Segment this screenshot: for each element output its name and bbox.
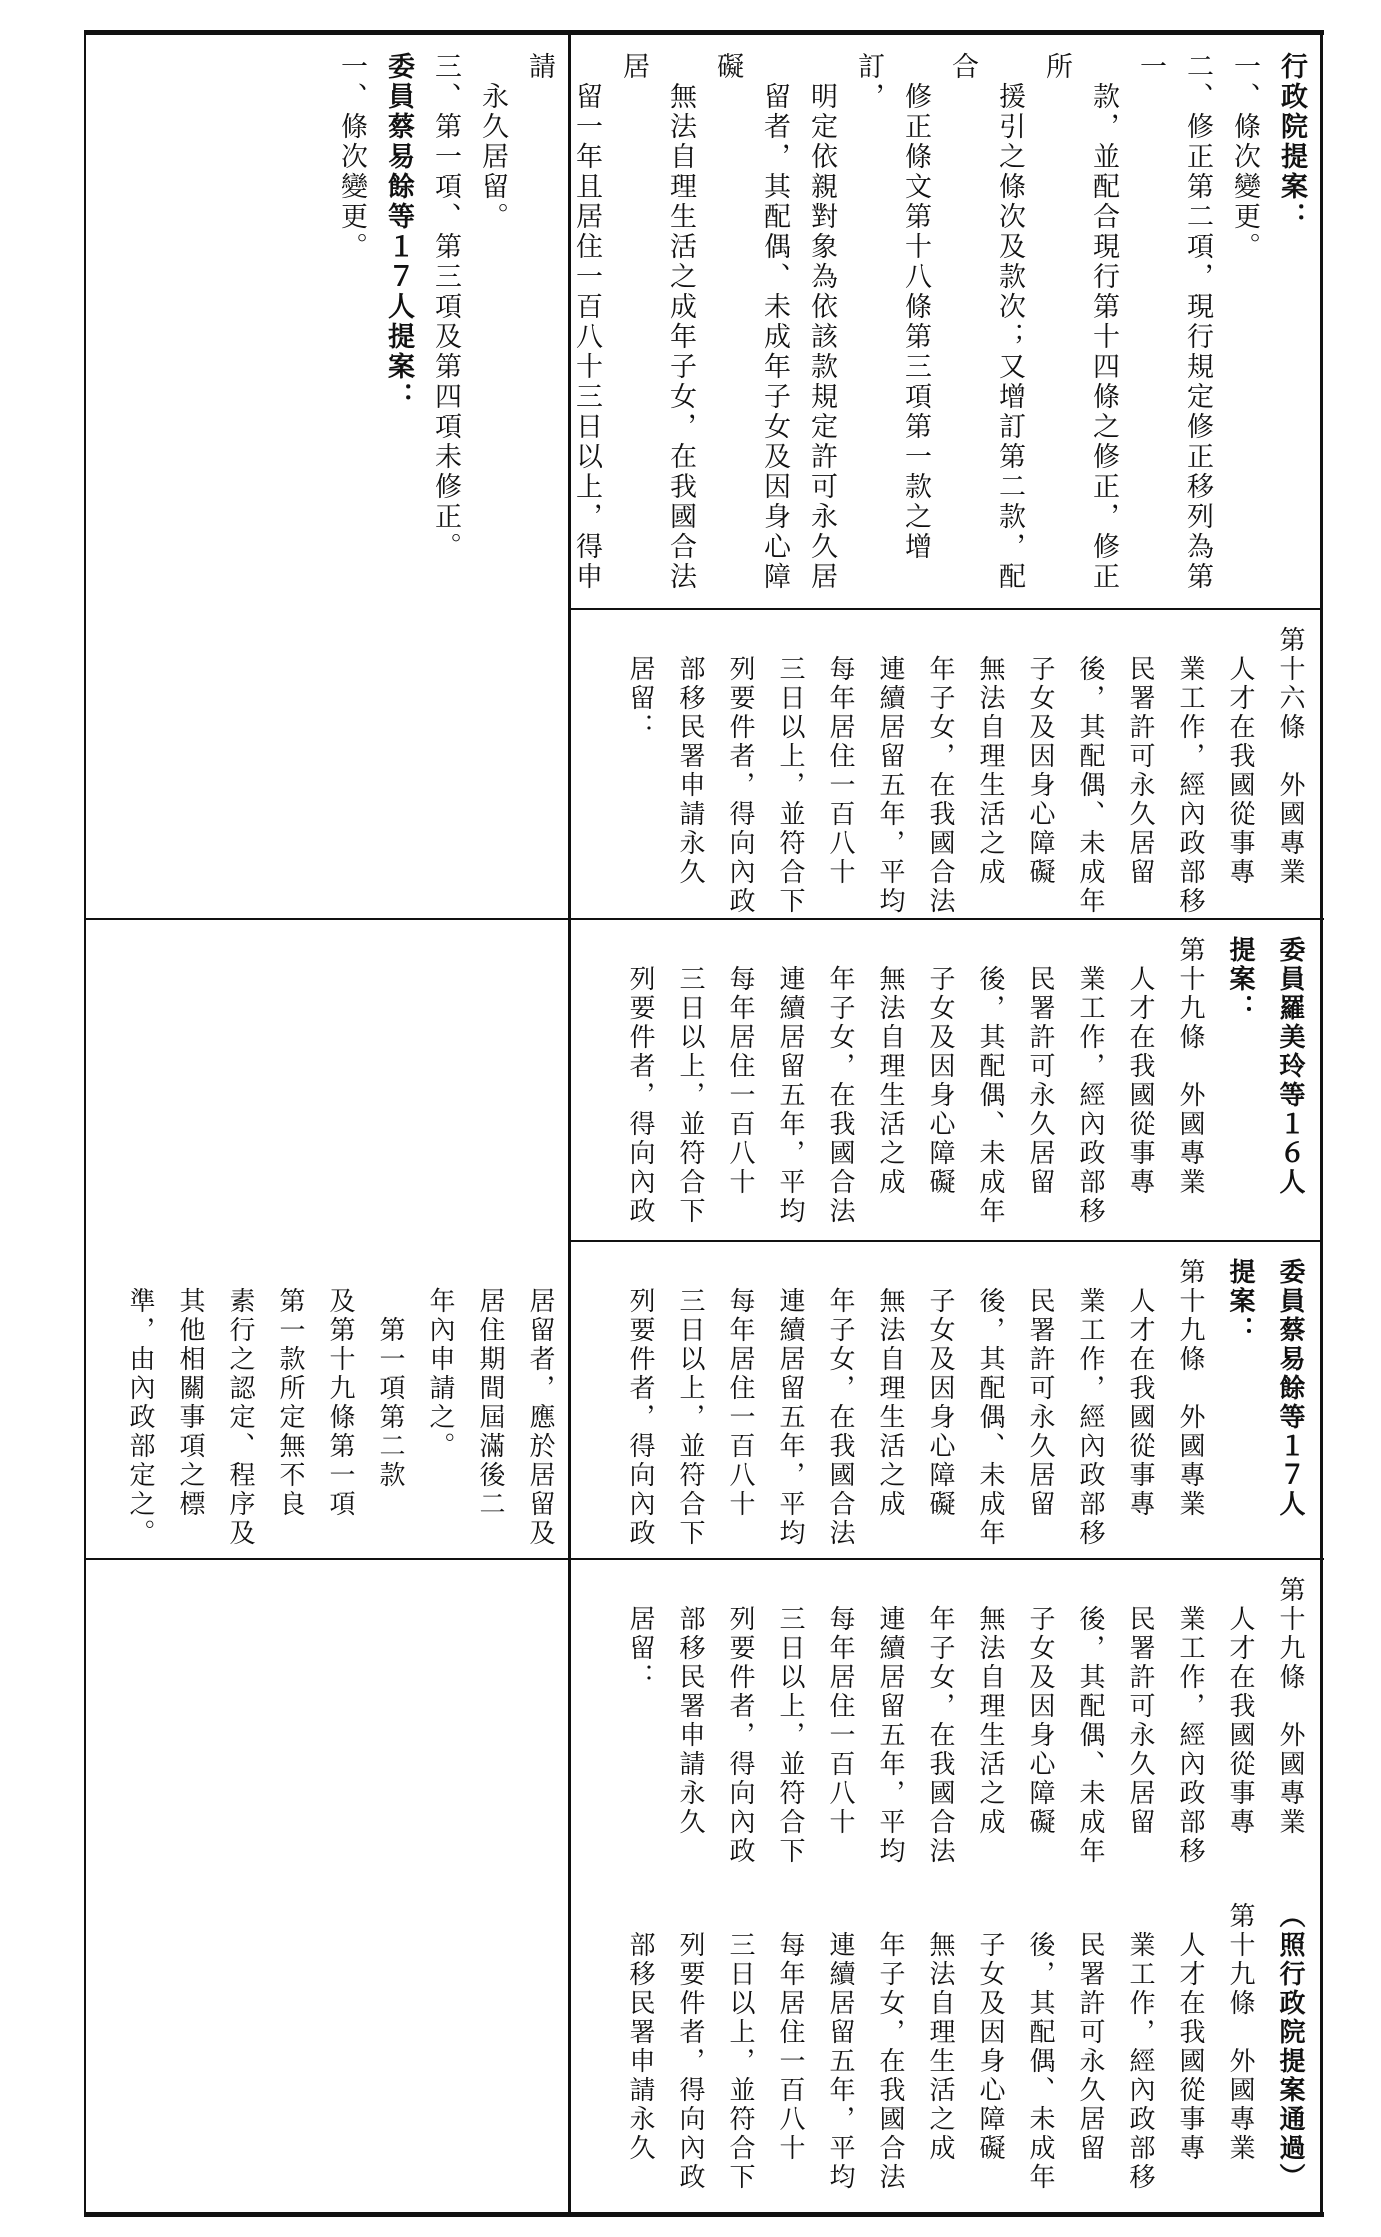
article-16-text bbox=[615, 614, 1315, 916]
row-divider-3 bbox=[568, 1240, 1323, 1242]
text-line: 無法自理生活之成 bbox=[975, 626, 1005, 887]
text-line: 援引之條次及款次；又增訂第二款，配合 bbox=[947, 52, 1025, 592]
top-border bbox=[84, 30, 1324, 35]
text-line: 年子女，在我國合法 bbox=[825, 1258, 855, 1548]
text-line: 民署許可永久居留 bbox=[1075, 1902, 1105, 2163]
text-line: 其他相關事項之標 bbox=[175, 1258, 205, 1519]
article-19-cell bbox=[575, 1564, 1315, 1884]
text-line: 第十九條 外國專業 bbox=[1175, 936, 1205, 1197]
text-line: 人才在我國從事專 bbox=[1125, 936, 1155, 1197]
text-line: 業工作，經內政部移 bbox=[1175, 626, 1205, 916]
text-line: 部移民署申請永久 bbox=[625, 1902, 655, 2163]
text-line: 後，其配偶、未成年 bbox=[1025, 1902, 1055, 2192]
text-line: 後，其配偶、未成年 bbox=[975, 1258, 1005, 1548]
text-line: 列要件者，得向內政 bbox=[675, 1902, 705, 2192]
article-19-text bbox=[615, 1564, 1315, 1884]
cai-carryover-text bbox=[115, 1246, 565, 1556]
right-border bbox=[1320, 30, 1323, 2217]
text-line: 部移民署申請永久 bbox=[675, 626, 705, 887]
text-line: 第一款所定無不良 bbox=[275, 1258, 305, 1519]
row-divider-2 bbox=[84, 918, 1324, 920]
text-line: 三日以上，並符合下 bbox=[775, 1576, 805, 1866]
text-line: 三日以上，並符合下 bbox=[725, 1902, 755, 2192]
text-line: 年子女，在我國合法 bbox=[875, 1902, 905, 2192]
text-line: 人才在我國從事專 bbox=[1175, 1902, 1205, 2163]
text-line: 第十六條 外國專業 bbox=[1275, 626, 1305, 887]
text-line: 人才在我國從事專 bbox=[1225, 1576, 1255, 1837]
text-line: 子女及因身心障礙 bbox=[1025, 626, 1055, 887]
text-line: 款，並配合現行第十四條之修正，修正所 bbox=[1041, 52, 1119, 592]
text-line: 無法自理生活之成 bbox=[975, 1576, 1005, 1837]
text-line: 連續居留五年，平均 bbox=[825, 1902, 855, 2192]
passed-text-cell bbox=[575, 1890, 1315, 2210]
text-line: 三日以上，並符合下 bbox=[675, 1258, 705, 1548]
text-line: 永久居留。 bbox=[477, 52, 508, 232]
text-line: 人才在我國從事專 bbox=[1125, 1258, 1155, 1519]
text-line: 提案： bbox=[1225, 936, 1255, 1023]
row-divider-1 bbox=[568, 608, 1323, 610]
text-line: 連續居留五年，平均 bbox=[775, 1258, 805, 1548]
text-line: 民署許可永久居留 bbox=[1125, 1576, 1155, 1837]
text-line: 三、第一項、第三項及第四項未修正。 bbox=[430, 52, 461, 562]
text-line: 業工作，經內政部移 bbox=[1175, 1576, 1205, 1866]
text-line: 居住期間屆滿後二 bbox=[475, 1258, 505, 1519]
text-line: 年內申請之。 bbox=[425, 1258, 455, 1461]
text-line: 三日以上，並符合下 bbox=[775, 626, 805, 916]
text-line: 業工作，經內政部移 bbox=[1075, 936, 1105, 1226]
text-line: 委員蔡易餘等１７人 bbox=[1275, 1258, 1305, 1519]
text-line: 列要件者，得向內政 bbox=[625, 936, 655, 1226]
text-line: 第十九條 外國專業 bbox=[1275, 1576, 1305, 1837]
text-line: 提案： bbox=[1225, 1258, 1255, 1345]
text-line: 第一項第二款 bbox=[375, 1258, 405, 1490]
row-divider-4 bbox=[84, 1558, 1324, 1560]
text-line: 業工作，經內政部移 bbox=[1125, 1902, 1155, 2192]
text-line: 子女及因身心障礙 bbox=[925, 936, 955, 1197]
text-line: 第十九條 外國專業 bbox=[1175, 1258, 1205, 1519]
cai-proposal-text bbox=[615, 1246, 1315, 1556]
text-line: 連續居留五年，平均 bbox=[775, 936, 805, 1226]
explanation-text bbox=[328, 40, 1315, 606]
text-line: 無法自理生活之成 bbox=[925, 1902, 955, 2163]
text-line: 二、修正第二項，現行規定修正移列為第一 bbox=[1135, 52, 1213, 592]
text-line: 明定依親對象為依該款規定許可永久居 bbox=[806, 52, 837, 592]
text-line: （照行政院提案通過） bbox=[1275, 1902, 1305, 2192]
bottom-border bbox=[84, 2212, 1324, 2217]
text-line: 列要件者，得向內政 bbox=[625, 1258, 655, 1548]
text-line: 後，其配偶、未成年 bbox=[1075, 1576, 1105, 1866]
cai-proposal-cell bbox=[575, 1246, 1315, 1556]
text-line: 每年居住一百八十 bbox=[725, 936, 755, 1197]
text-line: 無法自理生活之成 bbox=[875, 1258, 905, 1519]
cai-carryover-cell bbox=[90, 1246, 565, 1556]
text-line: 子女及因身心障礙 bbox=[1025, 1576, 1055, 1837]
text-line: 每年居住一百八十 bbox=[725, 1258, 755, 1519]
text-line: 民署許可永久居留 bbox=[1125, 626, 1155, 887]
text-line: 每年居住一百八十 bbox=[775, 1902, 805, 2163]
text-line: 民署許可永久居留 bbox=[1025, 1258, 1055, 1519]
text-line: 準，由內政部定之。 bbox=[125, 1258, 155, 1548]
text-line: 及第十九條第一項 bbox=[325, 1258, 355, 1519]
text-line: 三日以上，並符合下 bbox=[675, 936, 705, 1226]
text-line: 業工作，經內政部移 bbox=[1075, 1258, 1105, 1548]
text-line: 素行之認定、程序及 bbox=[225, 1258, 255, 1548]
text-line: 年子女，在我國合法 bbox=[925, 626, 955, 916]
text-line: 留一年且居住一百八十三日以上，得申請 bbox=[524, 52, 602, 592]
text-line: 行政院提案： bbox=[1276, 52, 1307, 232]
passed-text bbox=[615, 1890, 1315, 2210]
text-line: 委員蔡易餘等１７人提案： bbox=[383, 52, 414, 412]
text-line: 每年居住一百八十 bbox=[825, 626, 855, 887]
left-border bbox=[84, 30, 86, 2217]
text-line: 部移民署申請永久 bbox=[675, 1576, 705, 1837]
text-line: 後，其配偶、未成年 bbox=[975, 936, 1005, 1226]
text-line: 連續居留五年，平均 bbox=[875, 1576, 905, 1866]
text-line: 子女及因身心障礙 bbox=[975, 1902, 1005, 2163]
explanation-cell bbox=[336, 40, 1315, 606]
text-line: 無法自理生活之成 bbox=[875, 936, 905, 1197]
luo-proposal-text bbox=[615, 924, 1315, 1238]
text-line: 連續居留五年，平均 bbox=[875, 626, 905, 916]
text-line: 居留： bbox=[625, 1576, 655, 1692]
text-line: 第十九條 外國專業 bbox=[1225, 1902, 1255, 2163]
text-line: 後，其配偶、未成年 bbox=[1075, 626, 1105, 916]
text-line: 列要件者，得向內政 bbox=[725, 626, 755, 916]
text-line: 人才在我國從事專 bbox=[1225, 626, 1255, 887]
article-16-cell bbox=[575, 614, 1315, 916]
text-line: 年子女，在我國合法 bbox=[925, 1576, 955, 1866]
text-line: 留者，其配偶、未成年子女及因身心障礙 bbox=[712, 52, 790, 592]
text-line: 年子女，在我國合法 bbox=[825, 936, 855, 1226]
text-line: 一、條次變更。 bbox=[1229, 52, 1260, 262]
text-line: 民署許可永久居留 bbox=[1025, 936, 1055, 1197]
text-line: 無法自理生活之成年子女，在我國合法居 bbox=[618, 52, 696, 592]
luo-proposal-cell bbox=[575, 924, 1315, 1238]
text-line: 修正條文第十八條第三項第一款之增訂， bbox=[853, 52, 931, 562]
text-line: 居留者，應於居留及 bbox=[525, 1258, 555, 1548]
text-line: 委員羅美玲等１６人 bbox=[1275, 936, 1305, 1197]
text-line: 子女及因身心障礙 bbox=[925, 1258, 955, 1519]
text-line: 每年居住一百八十 bbox=[825, 1576, 855, 1837]
text-line: 居留： bbox=[625, 626, 655, 742]
text-line: 一、條次變更。 bbox=[336, 52, 367, 262]
text-line: 列要件者，得向內政 bbox=[725, 1576, 755, 1866]
